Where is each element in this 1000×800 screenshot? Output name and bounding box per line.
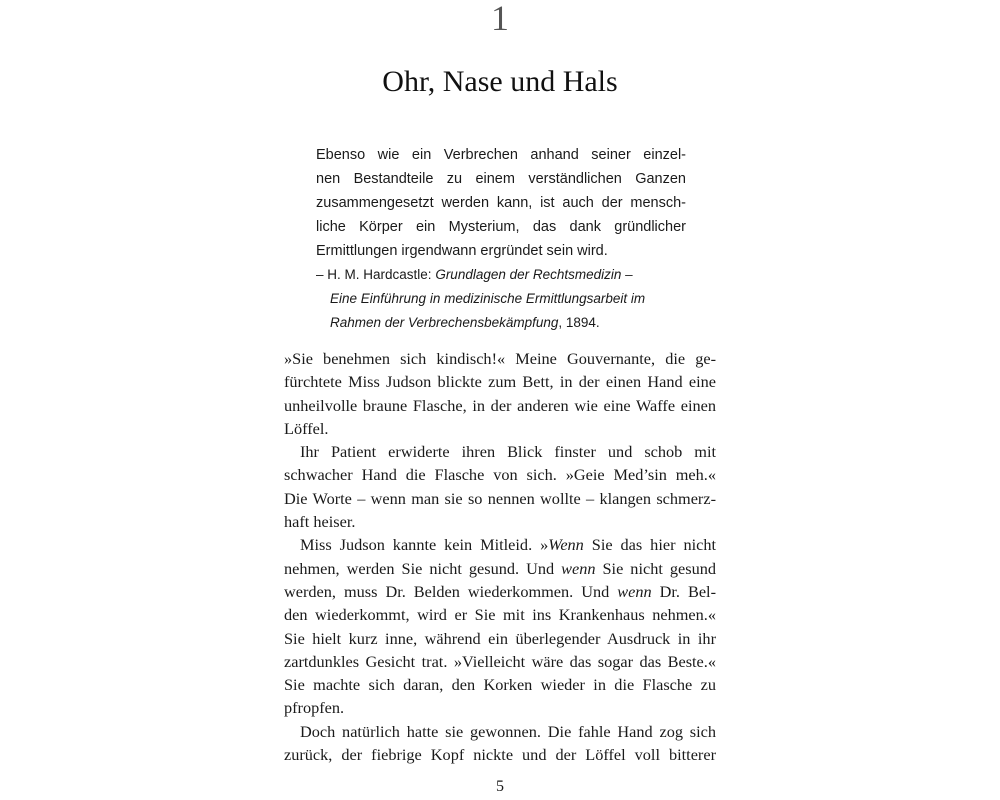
body-line: zartdunkles Gesicht trat. »Vielleicht wäre das sogar das Beste.« [284, 651, 716, 671]
epigraph [316, 143, 686, 335]
body-line: Sie machte sich daran, den Korken wieder in die Flasche zu [284, 675, 716, 695]
attribution-book-title: Eine Einführung in medizinische Ermittlungsarbeit im [330, 291, 646, 306]
body-line: »Sie benehmen sich kindisch!« Meine Gouvernante, die ge- [284, 349, 716, 368]
body-line: zurück, der fiebrige Kopf nickte und der Löffel voll bitterer [284, 745, 716, 765]
body-line: pfropfen. [284, 698, 345, 718]
body-emphasis: wenn [617, 581, 652, 601]
body-line: unheilvolle braune Flasche, in der anderen wie eine Waffe einen [284, 395, 716, 415]
chapter-title: Ohr, Nase und Hals [382, 65, 618, 98]
body-line: Löffel. [284, 418, 329, 438]
epigraph-attribution [316, 287, 686, 311]
body-line [284, 533, 716, 556]
epigraph-line: nen Bestandteile zu einem verständlichen Ganzen [316, 171, 686, 187]
body-line: Doch natürlich hatte sie gewonnen. Die fahle Hand zog sich [300, 721, 716, 741]
body-text-run: werden, muss Dr. Belden wiederkommen. Und [284, 581, 618, 601]
body-line: Die Worte – wenn man sie so nennen wollte – klangen schmerz- [284, 488, 716, 508]
body-text [284, 347, 716, 766]
attribution-book-title: Rahmen der Verbrechensbekämpfung [330, 315, 559, 330]
chapter-number: 1 [491, 0, 509, 38]
body-emphasis: wenn [561, 558, 596, 578]
epigraph-line: Ebenso wie ein Verbrechen anhand seiner einzel- [316, 147, 686, 163]
body-text-run: Dr. Bel- [651, 581, 717, 601]
epigraph-line: liche Körper ein Mysterium, das dank gründlicher [316, 219, 686, 235]
body-line [284, 580, 716, 603]
attribution-book-title: Grundlagen der Rechtsmedizin – [435, 267, 633, 282]
body-text-run: nehmen, werden Sie nicht gesund. Und [284, 558, 562, 578]
epigraph-attribution [316, 311, 686, 335]
body-text-run: Sie das hier nicht [583, 535, 717, 555]
body-emphasis: Wenn [548, 535, 584, 555]
body-line: fürchtete Miss Judson blickte zum Bett, in der einen Hand eine [284, 372, 716, 392]
page-number: 5 [496, 778, 504, 795]
body-line: den wiederkommt, wird er Sie mit ins Krankenhaus nehmen.« [284, 605, 716, 625]
epigraph-line: Ermittlungen irgendwann ergründet sein wird. [316, 243, 608, 259]
body-line [284, 557, 716, 580]
epigraph-attribution [316, 263, 686, 287]
body-line: schwacher Hand die Flasche von sich. »Geie Med’sin meh.« [284, 465, 716, 485]
body-line: Ihr Patient erwiderte ihren Blick finster und schob mit [300, 442, 716, 462]
body-line: haft heiser. [284, 512, 356, 532]
epigraph-line: zusammengesetzt werden kann, ist auch der mensch- [316, 195, 686, 211]
attribution-author: – H. M. Hardcastle: [316, 267, 432, 282]
body-text-run: Sie nicht gesund [595, 558, 716, 578]
attribution-year: , 1894. [558, 315, 600, 330]
body-line: Sie hielt kurz inne, während ein überlegender Ausdruck in ihr [284, 628, 716, 648]
body-text-run: Miss Judson kannte kein Mitleid. » [300, 535, 549, 555]
